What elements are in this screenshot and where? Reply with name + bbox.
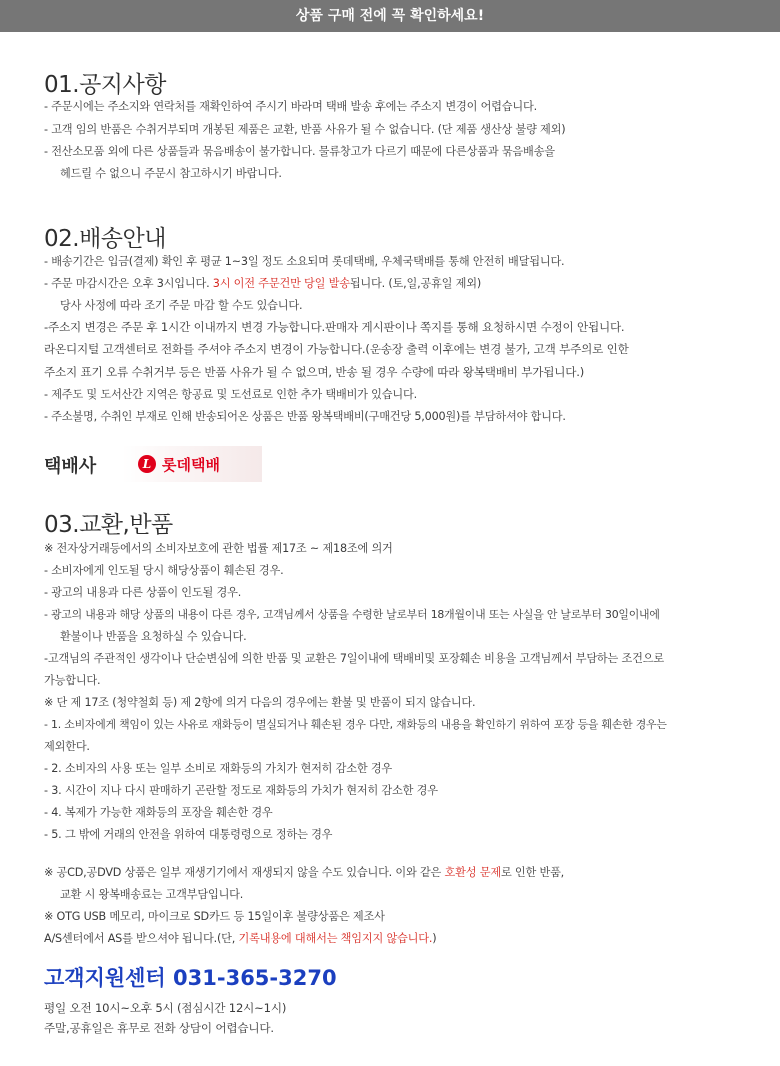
return-line: -고객님의 주관적인 생각이나 단순변심에 의한 반품 및 교환은 7일이내에 택배비및 포장훼손 비용을 고객님께서 부담하는 조건으로 <box>44 652 664 665</box>
shipping-line: 주소지 표기 오류 수취거부 등은 반품 사유가 될 수 없으며, 반송 될 경우 수량에 따라 왕복택배비 부가됩니다.) <box>44 365 585 379</box>
return-line: 환불이나 반품을 요청하실 수 있습니다. <box>60 630 247 643</box>
support-hours: 평일 오전 10시~오후 5시 (점심시간 12시~1시) <box>44 1001 287 1015</box>
return-line: ※ 단 제 17조 (청약철회 등) 제 2항에 의거 다음의 경우에는 환불 및 반품이 되지 않습니다. <box>44 696 476 709</box>
cd-notice-text: ※ 공CD,공DVD 상품은 일부 재생기기에서 재생되지 않을 수도 있습니다. 이와 같은 <box>44 866 445 879</box>
cd-notice-line: 교환 시 왕복배송료는 고객부담입니다. <box>60 888 244 901</box>
shipping-line: -주소지 변경은 주문 후 1시간 이내까지 변경 가능합니다.판매자 게시판이나 쪽지를 통해 요청하시면 수정이 안됩니다. <box>44 320 625 334</box>
return-line: - 5. 그 밖에 거래의 안전을 위하여 대통령령으로 정하는 경우 <box>44 828 333 841</box>
section1-title: 01.공지사항 <box>44 72 166 98</box>
notice-line: - 주문시에는 주소지와 연락처를 재확인하여 주시기 바라며 택배 발송 후에는 주소지 변경이 어렵습니다. <box>44 100 537 113</box>
section3-title: 03.교환,반품 <box>44 512 173 538</box>
cd-notice <box>44 864 564 880</box>
otg-notice-text: A/S센터에서 AS를 받으셔야 됩니다.(단, <box>44 932 239 945</box>
notice-line: - 전산소모품 외에 다른 상품들과 묶음배송이 불가합니다. 물류창고가 다르기 때문에 다른상품과 묶음배송을 <box>44 145 555 158</box>
shipping-line: - 제주도 및 도서산간 지역은 항공료 및 도선료로 인한 추가 택배비가 있습니다. <box>44 388 417 401</box>
otg-notice-suffix: ) <box>432 932 437 945</box>
shipping-line <box>44 275 481 291</box>
return-line: 제외한다. <box>44 740 90 753</box>
notice-line: 헤드릴 수 없으니 주문시 참고하시기 바랍니다. <box>60 167 282 180</box>
shipping-line: 당사 사정에 따라 조기 주문 마감 할 수도 있습니다. <box>60 299 303 312</box>
return-line: - 1. 소비자에게 책임이 있는 사유로 재화등이 멸실되거나 훼손된 경우 다만, 재화등의 내용을 확인하기 위하여 포장 등을 훼손한 경우는 <box>44 718 667 731</box>
same-day-highlight: 3시 이전 주문건만 당일 발송 <box>212 277 350 290</box>
cd-notice-suffix: 로 인한 반품, <box>500 866 565 879</box>
return-line: 가능합니다. <box>44 674 101 687</box>
shipping-line: - 주소불명, 수취인 부재로 인해 반송되어온 상품은 반품 왕복택배비(구매건당 5,000원)를 부담하셔야 합니다. <box>44 410 566 423</box>
lotte-icon: L <box>138 455 156 473</box>
lotte-logo-text: 롯데택배 <box>162 456 220 474</box>
return-line: - 광고의 내용과 다른 상품이 인도될 경우. <box>44 586 242 599</box>
return-line: - 4. 복제가 가능한 재화등의 포장을 훼손한 경우 <box>44 806 273 819</box>
otg-notice: ※ OTG USB 메모리, 마이크로 SD카드 등 15일이후 불량상품은 제조사 <box>44 910 385 923</box>
return-line: - 2. 소비자의 사용 또는 일부 소비로 재화등의 가치가 현저히 감소한 경우 <box>44 762 393 775</box>
record-disclaimer-highlight: 기록내용에 대해서는 책임지지 않습니다. <box>238 932 433 945</box>
support-weekend: 주말,공휴일은 휴무로 전화 상담이 어렵습니다. <box>44 1021 274 1035</box>
support-center-title: 고객지원센터 031-365-3270 <box>44 966 337 990</box>
compatibility-highlight: 호환성 문제 <box>444 866 501 879</box>
shipping-cutoff-suffix: 됩니다. (토,일,공휴일 제외) <box>349 277 482 290</box>
return-line: ※ 전자상거래등에서의 소비자보호에 관한 법률 제17조 ~ 제18조에 의거 <box>44 542 393 555</box>
return-line: - 광고의 내용과 해당 상품의 내용이 다른 경우, 고객님께서 상품을 수령한 날로부터 18개월이내 또는 사실을 안 날로부터 30일이내에 <box>44 608 660 621</box>
return-line: - 소비자에게 인도될 당시 해당상품이 훼손된 경우. <box>44 564 284 577</box>
otg-notice-line <box>44 930 436 946</box>
notice-line: - 고객 임의 반품은 수취거부되며 개봉된 제품은 교환, 반품 사유가 될 수 없습니다. (단 제품 생산상 불량 제외) <box>44 123 566 136</box>
carrier-label: 택배사 <box>44 456 97 477</box>
shipping-cutoff-text: - 주문 마감시간은 오후 3시입니다. <box>44 277 213 290</box>
lotte-logo <box>122 446 262 482</box>
top-banner: 상품 구매 전에 꼭 확인하세요! <box>0 0 780 32</box>
return-line: - 3. 시간이 지나 다시 판매하기 곤란할 정도로 재화등의 가치가 현저히 감소한 경우 <box>44 784 438 797</box>
section2-title: 02.배송안내 <box>44 226 166 252</box>
shipping-line: 라온디지털 고객센터로 전화를 주셔야 주소지 변경이 가능합니다.(운송장 출력 이후에는 변경 불가, 고객 부주의로 인한 <box>44 342 629 356</box>
shipping-line: - 배송기간은 입금(결제) 확인 후 평균 1~3일 정도 소요되며 롯데택배, 우체국택배를 통해 안전히 배달됩니다. <box>44 255 565 268</box>
